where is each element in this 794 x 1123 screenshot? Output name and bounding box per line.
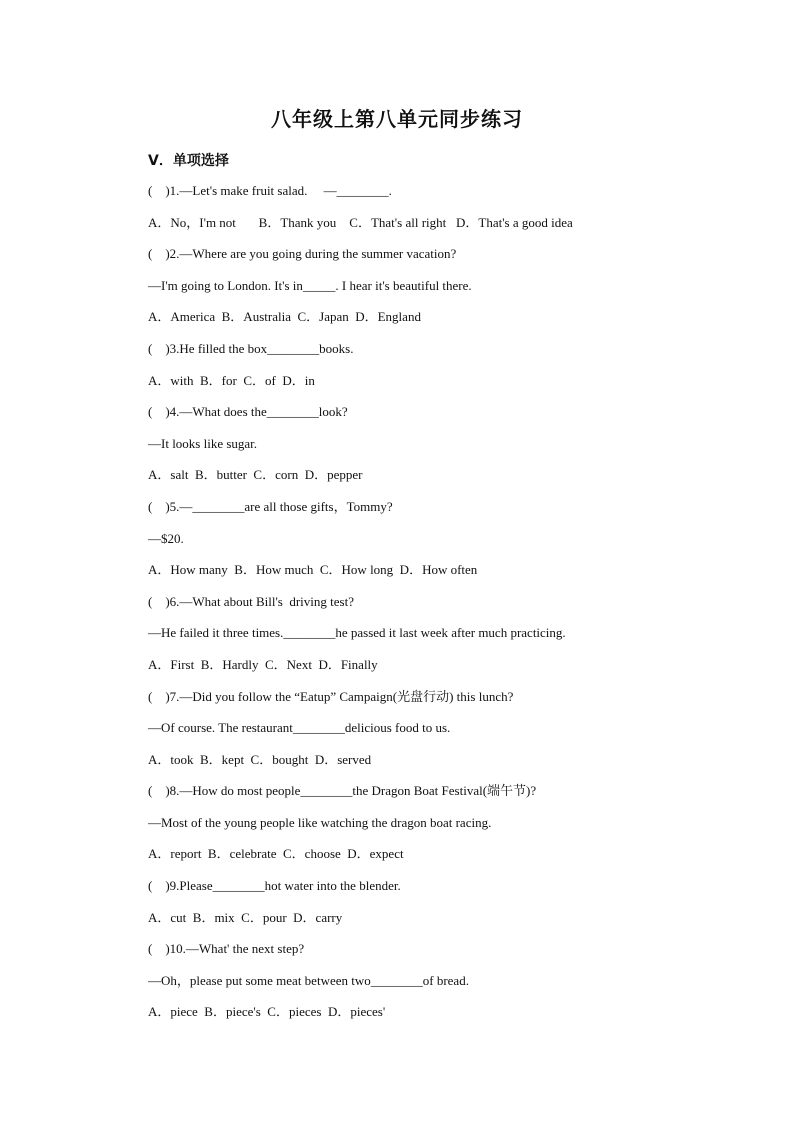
options-line: A．with B．for C．of D．in: [148, 372, 315, 388]
dialogue-line: —Of course. The restaurant________delicious food to us.: [148, 720, 451, 736]
question-line: ( )9.Please________hot water into the blender.: [148, 878, 401, 894]
page-title: 八年级上第八单元同步练习: [271, 107, 523, 131]
dialogue-line: —He failed it three times.________he passed it last week after much practicing.: [148, 625, 566, 641]
dialogue-line: —$20.: [148, 530, 184, 546]
options-line: A．report B．celebrate C．choose D．expect: [148, 846, 404, 862]
question-line: ( )8.—How do most people________the Dragon Boat Festival(端午节)?: [148, 783, 537, 799]
question-line: ( )1.—Let's make fruit salad. —________.: [148, 183, 392, 198]
dialogue-line: —Most of the young people like watching the dragon boat racing.: [148, 814, 492, 830]
question-list: [148, 182, 748, 1035]
options-line: A．First B．Hardly C．Next D．Finally: [148, 656, 378, 672]
options-line: A．No，I'm not B．Thank you C．That's all right D．That's a good idea: [148, 214, 573, 230]
question-line: ( )5.—________are all those gifts，Tommy?: [148, 498, 393, 514]
dialogue-line: —Oh，please put some meat between two________of bread.: [148, 972, 469, 988]
options-line: A．took B．kept C．bought D．served: [148, 751, 372, 767]
dialogue-line: —It looks like sugar.: [148, 435, 258, 451]
question-line: ( )6.—What about Bill's driving test?: [148, 593, 354, 609]
options-line: A．salt B．butter C．corn D．pepper: [148, 467, 363, 483]
section-heading: V．单项选择: [148, 153, 229, 169]
options-line: A．How many B．How much C．How long D．How often: [148, 562, 478, 578]
question-line: ( )4.—What does the________look?: [148, 404, 348, 420]
dialogue-line: —I'm going to London. It's in_____. I hear it's beautiful there.: [148, 277, 472, 293]
question-line: ( )2.—Where are you going during the summer vacation?: [148, 246, 457, 262]
options-line: A．piece B．piece's C．pieces D．pieces': [148, 1004, 386, 1020]
options-line: A．America B．Australia C．Japan D．England: [148, 309, 421, 325]
question-line: ( )7.—Did you follow the “Eatup” Campaign(光盘行动) this lunch?: [148, 688, 514, 704]
question-line: ( )3.He filled the box________books.: [148, 340, 354, 356]
options-line: A．cut B．mix C．pour D．carry: [148, 909, 343, 925]
question-line: ( )10.—What' the next step?: [148, 941, 305, 957]
